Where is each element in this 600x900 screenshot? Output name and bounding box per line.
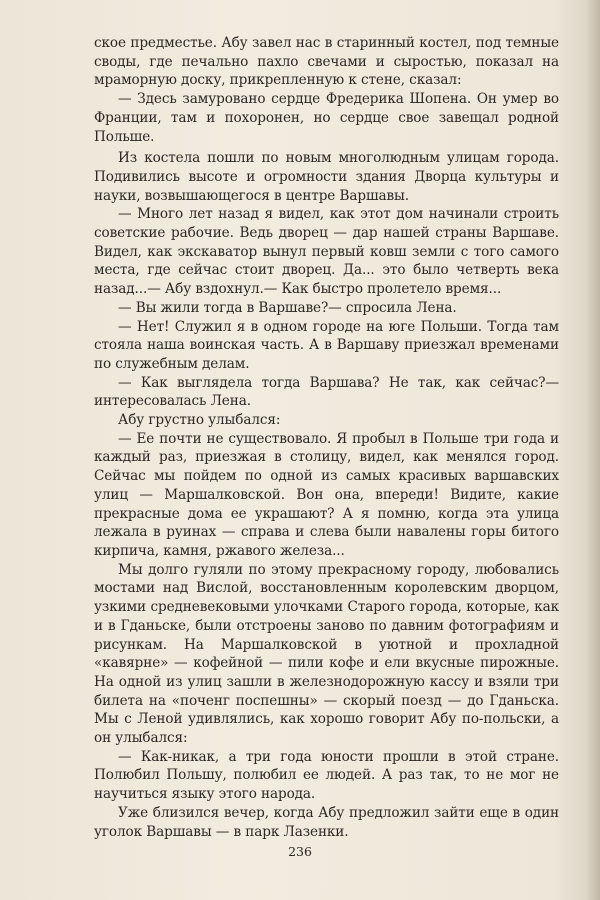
paragraph: — Как выглядела тогда Варшава? Не так, как сейчас?— интересовалась Лена. [94,374,559,410]
paragraph: ское предместье. Абу завел нас в старинный костел, под темные своды, где печально пахло свечами и сыростью, показал на мраморную доску, прикрепленную к стене, сказал: [94,35,559,89]
paragraph: Абу грустно улыбался: [118,412,281,429]
paragraph: Мы долго гуляли по этому прекрасному городу, любовались мостами над Вислой, восстановленным королевским дворцом, узкими средневековыми улочками Старого города, которые, как и в Гданьске, были отстроены заново по давним фотографиям и рисункам. На Маршалковской в уютной и прохладной «кавярне» — кофейной — пили кофе и ели вкусные пирожные. На одной из улиц зашли в железнодорожную кассу и взяли три билета на «поченг поспешны» — скорый поезд — до Гданьска. Мы с Леной удивлялись, как хорошо говорит Абу по-польски, а он улыбался: [94,561,559,747]
paragraph: — Как-никак, а три года юности прошли в этой стране. Полюбил Польшу, полюбил ее людей. А раз так, то не мог не научиться языку этого народа. [94,748,559,803]
paragraph: Уже близился вечер, когда Абу предложил зайти еще в один уголок Варшавы — в парк Лазенки. [94,804,559,840]
paragraph: — Вы жили тогда в Варшаве?— спросила Лена. [118,299,457,316]
paragraph: — Много лет назад я видел, как этот дом начинали строить советские рабочие. Ведь дворец — дар нашей страны Варшаве. Видел, как экскаватор вынул первый ковш земли с того самого места, где сейчас стоит дворец. Да... это было четверть века назад...— Абу вздохнул.— Как быстро пролетело время... [94,206,559,298]
page-edge-shadow [586,0,600,900]
body-text [94,34,559,841]
paragraph: Из костела пошли по новым многолюдным улицам города. Подивились высоте и огромности здания Дворца культуры и науки, возвышающегося в центре Варшавы. [94,150,559,204]
paragraph: — Здесь замуровано сердце Фредерика Шопена. Он умер во Франции, там и похоронен, но сердце свое завещал родной Польше. [94,91,559,145]
page-number: 236 [288,844,312,859]
paragraph: — Ее почти не существовало. Я пробыл в Польше три года и каждый раз, приезжая в столицу, видел, как менялся город. Сейчас мы пойдем по одной из самых красивых варшавских улиц — Маршалковской. Вон она, впереди! Видите, какие прекрасные дома ее украшают? А я помню, когда эта улица лежала в руинах — справа и слева были навалены горы битого кирпича, камня, ржавого железа... [94,430,559,559]
paragraph: — Нет! Служил я в одном городе на юге Польши. Тогда там стояла наша воинская часть. А в Варшаву приезжал временами по служебным делам. [94,318,559,372]
